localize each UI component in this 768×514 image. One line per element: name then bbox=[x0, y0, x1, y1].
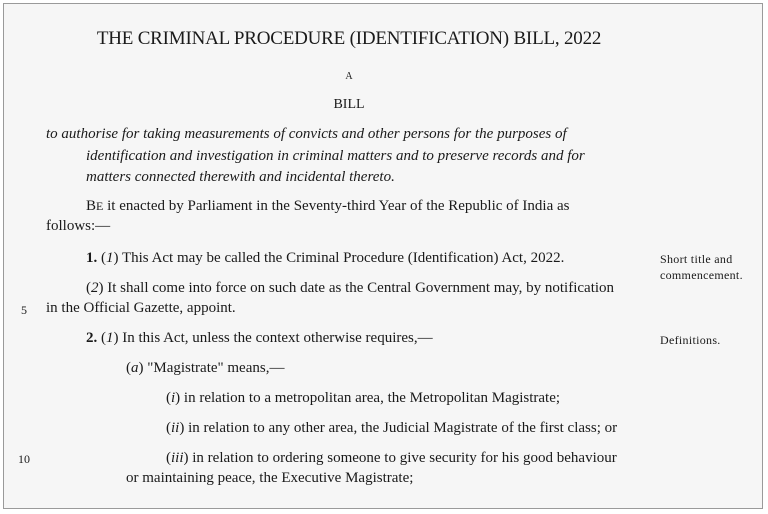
item-iii-text: in relation to ordering someone to give security for his good behaviour bbox=[188, 450, 617, 466]
section-2-sub-1: 2. (1) In this Act, unless the context otherwise requires,— bbox=[86, 330, 433, 346]
enacting-line-2: follows:— bbox=[46, 218, 111, 234]
margin-note-short-title-2: commencement. bbox=[660, 268, 743, 282]
margin-note-definitions: Definitions. bbox=[660, 333, 721, 347]
item-ii: (ii) in relation to any other area, the Judicial Magistrate of the first class; or bbox=[166, 420, 618, 436]
section-1-sub-1-number: 1 bbox=[106, 250, 114, 266]
item-iii-line-1: (iii) in relation to ordering someone to give security for his good behaviour bbox=[166, 450, 617, 466]
section-1-sub-2-text: It shall come into force on such date as the Central Government may, by notification bbox=[103, 280, 615, 296]
line-number-5: 5 bbox=[21, 303, 27, 317]
section-1-sub-2-line-1: (2) It shall come into force on such date as the Central Government may, by notification bbox=[86, 280, 615, 296]
line-number-10: 10 bbox=[18, 452, 30, 466]
item-i-number: i bbox=[171, 390, 176, 406]
item-ii-text: in relation to any other area, the Judicial Magistrate of the first class; or bbox=[184, 420, 618, 436]
enacting-be-lead: B bbox=[86, 198, 97, 214]
enacting-line-1 bbox=[86, 198, 570, 215]
clause-a-number: a bbox=[131, 360, 139, 376]
section-1-sub-1: 1. (1) This Act may be called the Criminal Procedure (Identification) Act, 2022. bbox=[86, 250, 565, 266]
item-i-text: in relation to a metropolitan area, the Metropolitan Magistrate; bbox=[180, 390, 561, 406]
section-1-number: 1. bbox=[86, 250, 98, 266]
enacting-line-1-rest: it enacted by Parliament in the Seventy-third Year of the Republic of India as bbox=[103, 198, 570, 214]
enacting-be-rest: E bbox=[96, 199, 104, 213]
article-a: A bbox=[345, 71, 353, 82]
purpose-line-2: identification and investigation in criminal matters and to preserve records and for bbox=[86, 148, 585, 164]
section-2-number: 2. bbox=[86, 330, 98, 346]
section-2-sub-1-text: In this Act, unless the context otherwise requires,— bbox=[118, 330, 433, 346]
section-1-sub-2-number: 2 bbox=[91, 280, 99, 296]
section-1-sub-2-line-2: in the Official Gazette, appoint. bbox=[46, 300, 236, 316]
purpose-line-3: matters connected therewith and incidental thereto. bbox=[86, 169, 395, 185]
bill-title: THE CRIMINAL PROCEDURE (IDENTIFICATION) BILL, 2022 bbox=[96, 28, 602, 49]
section-2-sub-1-number: 1 bbox=[106, 330, 114, 346]
item-i: (i) in relation to a metropolitan area, the Metropolitan Magistrate; bbox=[166, 390, 561, 406]
section-1-sub-1-text: This Act may be called the Criminal Procedure (Identification) Act, 2022. bbox=[118, 250, 565, 266]
item-iii-number: iii bbox=[171, 450, 184, 466]
purpose-line-1: to authorise for taking measurements of convicts and other persons for the purposes of bbox=[46, 126, 567, 142]
clause-a: (a) "Magistrate" means,— bbox=[126, 360, 285, 376]
document-page bbox=[3, 3, 763, 509]
clause-a-text: "Magistrate" means,— bbox=[143, 360, 285, 376]
item-iii-line-2: or maintaining peace, the Executive Magistrate; bbox=[126, 470, 414, 486]
bill-label: BILL bbox=[333, 97, 365, 112]
margin-note-short-title-1: Short title and bbox=[660, 252, 733, 266]
item-ii-number: ii bbox=[171, 420, 180, 436]
